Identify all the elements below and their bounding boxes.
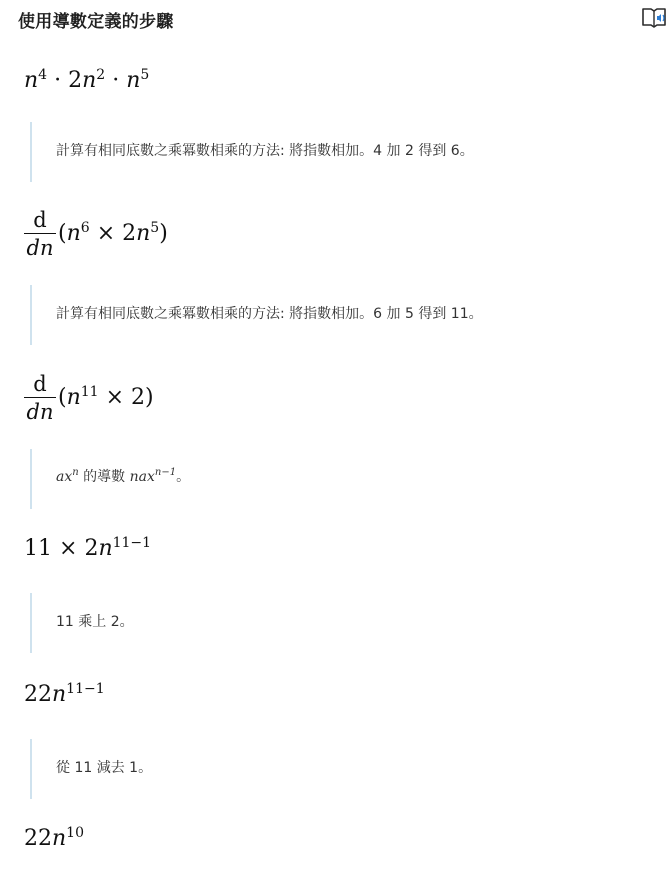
read-aloud-icon[interactable] [640, 6, 668, 30]
derivative-argument: $(n^6 \times 2n^5)$ [58, 220, 168, 246]
step-5-expression: $22n^{11-1}$ [24, 681, 105, 707]
step-4-expression: $11 \times 2n^{11-1}$ [24, 535, 152, 561]
explanation-text: 11 乘上 2。 [56, 614, 134, 630]
explanation-text: 計算有相同底數之乘冪數相乘的方法: 將指數相加。6 加 5 得到 11。 [56, 306, 483, 322]
derivative-operator: d dn [24, 372, 56, 424]
derivative-operator: d dn [24, 208, 56, 260]
step-6-expression: $22n^{10}$ [24, 825, 84, 851]
step-1-expression: $n^4 \cdot 2n^2 \cdot n^5$ [24, 67, 150, 93]
header [0, 0, 672, 40]
explanation-text: 計算有相同底數之乘冪數相乘的方法: 將指數相加。4 加 2 得到 6。 [56, 143, 474, 159]
step-4-explanation [30, 593, 632, 653]
step-2-explanation [30, 285, 632, 345]
page-title: 使用導數定義的步驟 [18, 12, 174, 32]
derivative-argument: $(n^{11} \times 2)$ [58, 384, 154, 410]
explanation-text: 從 11 減去 1。 [56, 760, 153, 776]
step-5-explanation [30, 739, 632, 799]
step-1-explanation [30, 122, 632, 182]
step-3-explanation [30, 449, 632, 509]
explanation-text: $ax^n$ 的導數 nax$^{n-1}$。 [56, 467, 191, 485]
